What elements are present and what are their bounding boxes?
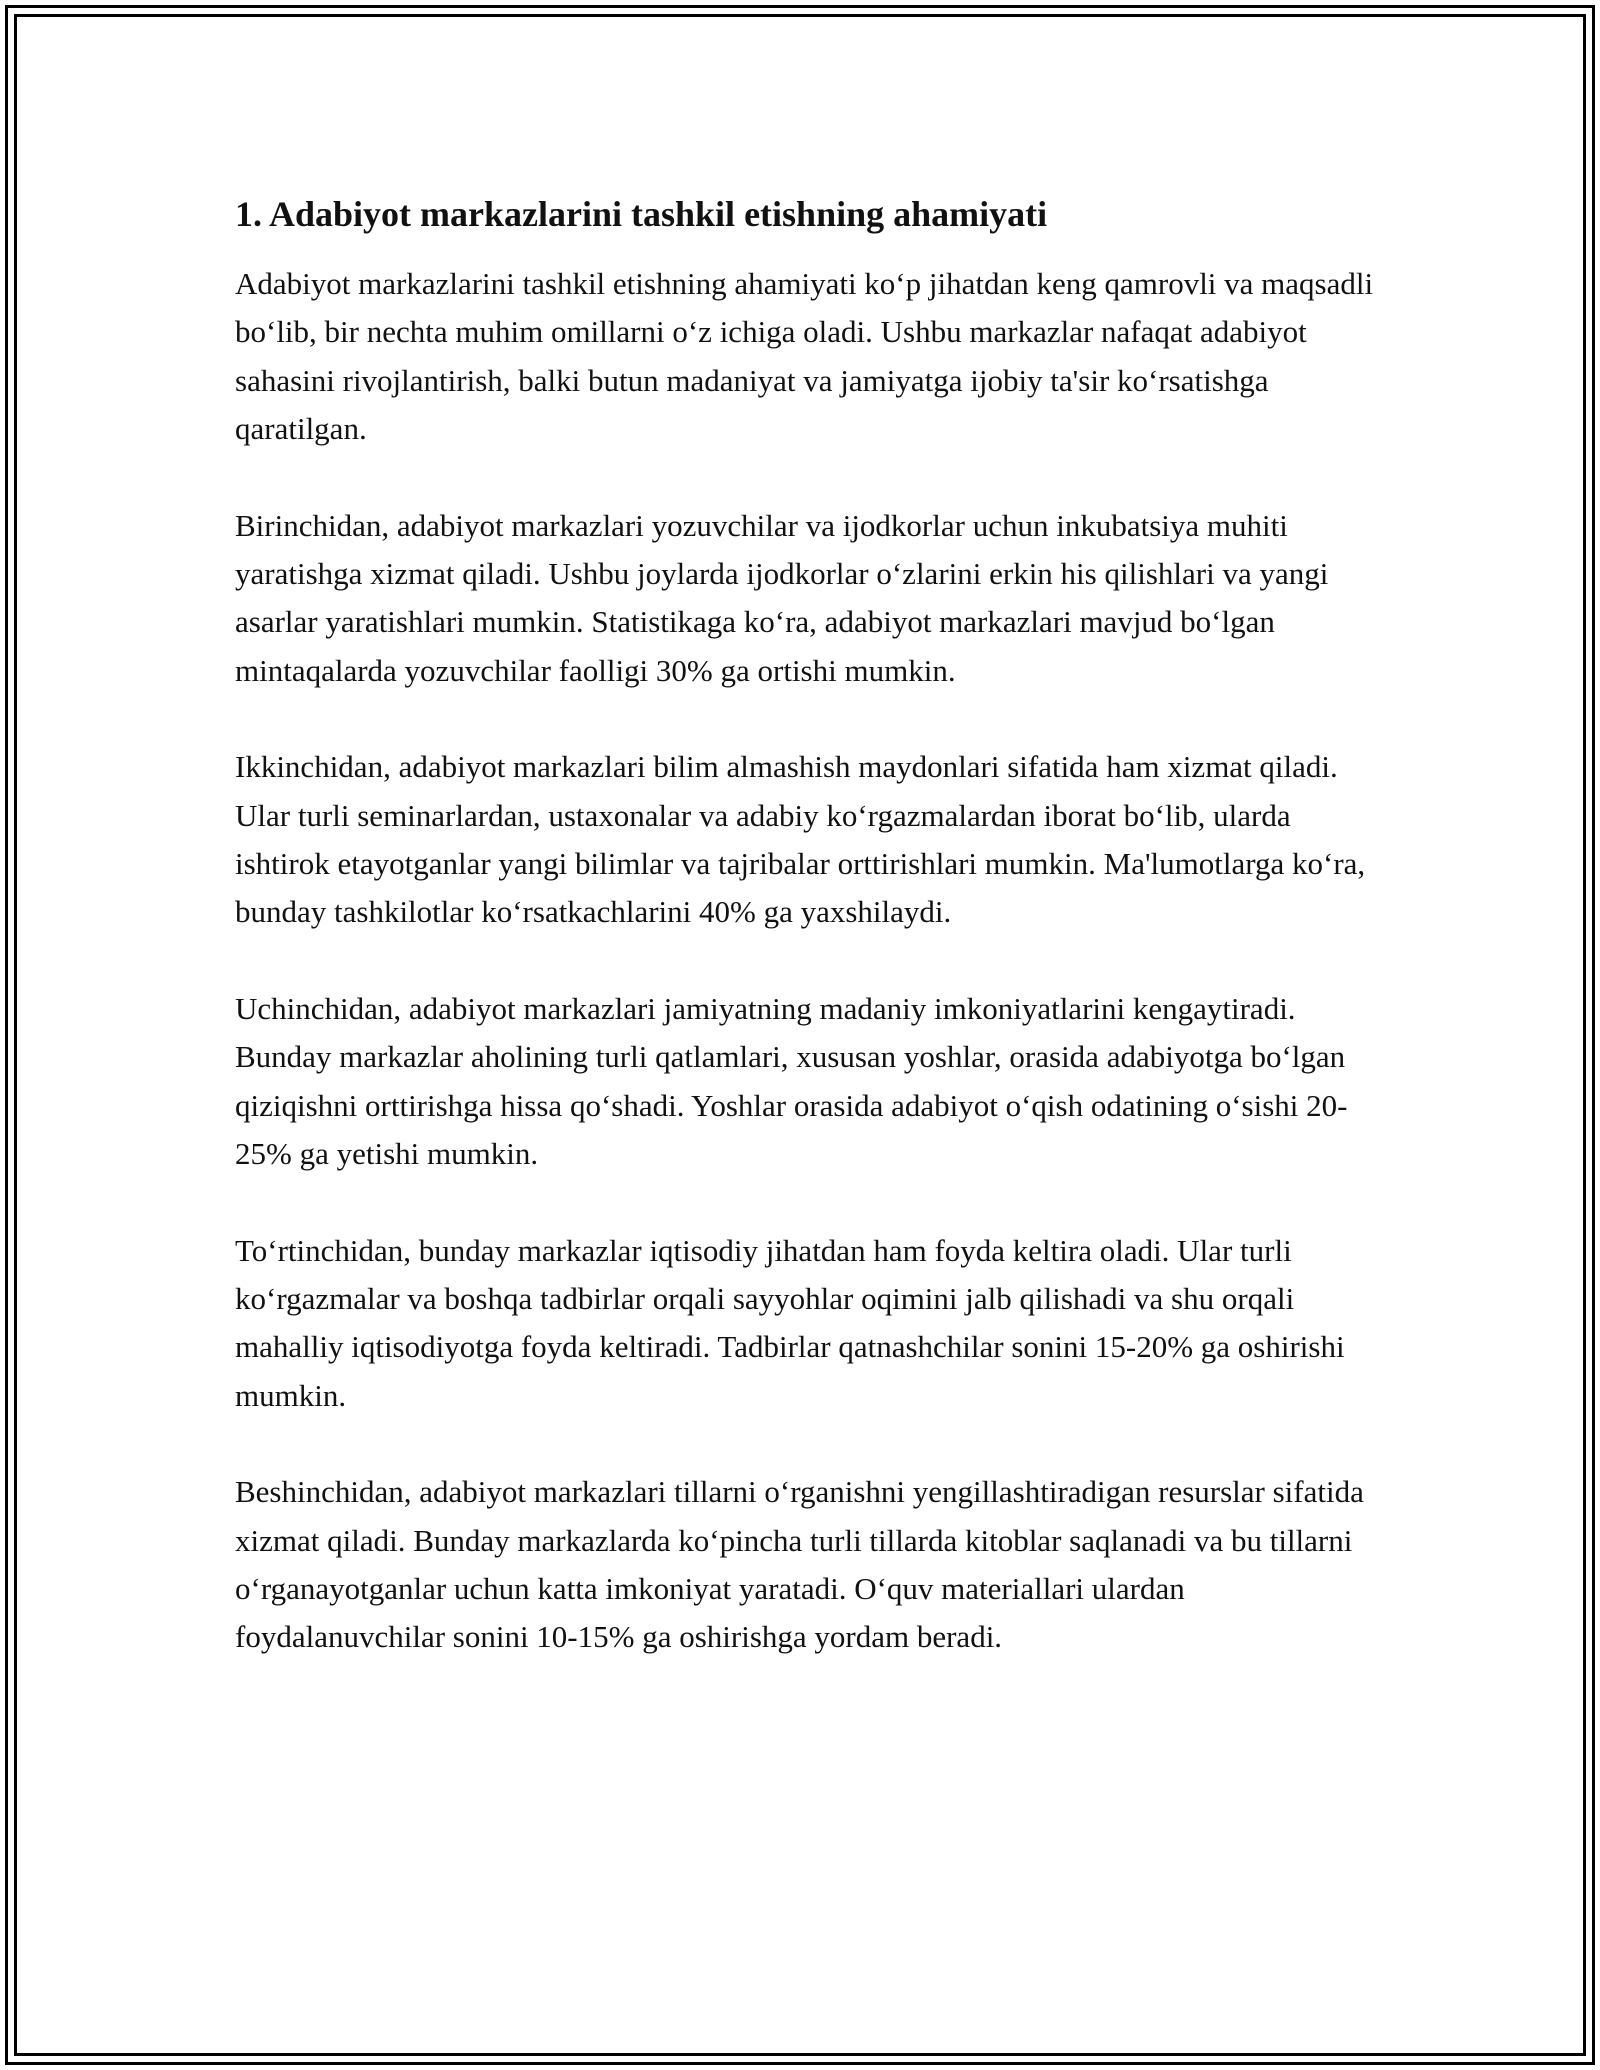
document-body xyxy=(235,188,1375,1710)
paragraph-fifth-point: Beshinchidan, adabiyot markazlari tillarni o‘rganishni yengillashtiradigan resurslar sifatida xizmat qiladi. Bunday markazlarda ko‘pincha turli tillarda kitoblar saqlanadi va bu tillarni o‘rganayotganlar uchun katta imkoniyat yaratadi. O‘quv materiallari ulardan foydalanuvchilar sonini 10-15% ga oshirishga yordam beradi. xyxy=(235,1474,1364,1655)
paragraph-fourth-point: To‘rtinchidan, bunday markazlar iqtisodiy jihatdan ham foyda keltira oladi. Ular turli ko‘rgazmalar va boshqa tadbirlar orqali sayyohlar oqimini jalb qilishadi va shu orqali mahalliy iqtisodiyotga foyda keltiradi. Tadbirlar qatnashchilar sonini 15-20% ga oshirishi mumkin. xyxy=(235,1232,1345,1413)
paragraph-second-point: Ikkinchidan, adabiyot markazlari bilim almashish maydonlari sifatida ham xizmat qiladi. Ular turli seminarlardan, ustaxonalar va adabiy ko‘rgazmalardan iborat bo‘lib, ularda ishtirok etayotganlar yangi bilimlar va tajribalar orttirishlari mumkin. Ma'lumotlarga ko‘ra, bunday tashkilotlar ko‘rsatkachlarini 40% ga yaxshilaydi. xyxy=(235,749,1366,930)
paragraph-intro: Adabiyot markazlarini tashkil etishning ahamiyati ko‘p jihatdan keng qamrovli va maqsadli bo‘lib, bir nechta muhim omillarni o‘z ichiga oladi. Ushbu markazlar nafaqat adabiyot sahasini rivojlantirish, balki butun madaniyat va jamiyatga ijobiy ta'sir ko‘rsatishga qaratilgan. xyxy=(235,266,1374,447)
section-heading: 1. Adabiyot markazlarini tashkil etishning ahamiyati xyxy=(235,194,1048,234)
paragraph-first-point: Birinchidan, adabiyot markazlari yozuvchilar va ijodkorlar uchun inkubatsiya muhiti yaratishga xizmat qiladi. Ushbu joylarda ijodkorlar o‘zlarini erkin his qilishlari va yangi asarlar yaratishlari mumkin. Statistikaga ko‘ra, adabiyot markazlari mavjud bo‘lgan mintaqalarda yozuvchilar faolligi 30% ga ortishi mumkin. xyxy=(235,507,1329,688)
paragraph-third-point: Uchinchidan, adabiyot markazlari jamiyatning madaniy imkoniyatlarini kengaytiradi. Bunday markazlar aholining turli qatlamlari, xususan yoshlar, orasida adabiyotga bo‘lgan qiziqishni orttirishga hissa qo‘shadi. Yoshlar orasida adabiyot o‘qish odatining o‘sishi 20-25% ga yetishi mumkin. xyxy=(235,990,1348,1172)
